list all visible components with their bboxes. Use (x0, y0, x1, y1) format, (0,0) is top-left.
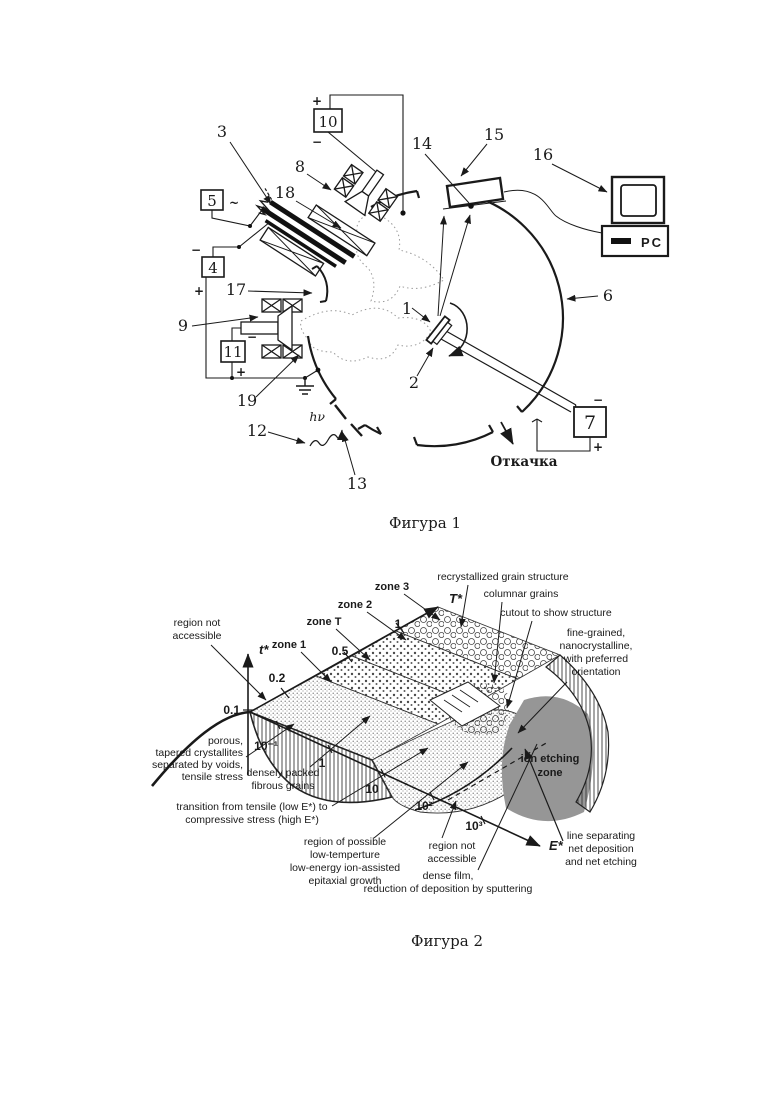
dense-film-2: reduction of deposition by sputtering (363, 883, 533, 895)
plasma-plume-evaporator (356, 212, 444, 302)
pump-label: Откачка (490, 454, 558, 470)
psu-11-label: 11 (223, 343, 243, 361)
pc-drive-slot (611, 238, 631, 244)
psu-11-plus: + (235, 365, 247, 379)
evaporator-assembly (312, 94, 406, 225)
psu-11-minus: − (246, 330, 258, 344)
callout-17: 17 (225, 280, 247, 299)
callout-18: 18 (274, 183, 296, 202)
laser-beam-squiggle (310, 430, 342, 446)
porous-4: tensile stress (181, 771, 243, 783)
holder-rod (441, 331, 576, 412)
E-axis-label: E* (549, 838, 563, 853)
ion-etching-2: zone (537, 767, 563, 779)
line-separating-2: net deposition (568, 843, 634, 855)
callout-12: 12 (246, 421, 268, 440)
E-tick-100: 10² (415, 799, 433, 813)
E-tick-1000: 10³ (465, 819, 483, 833)
callout-13: 13 (346, 474, 368, 493)
dense-film-1: dense film, (422, 870, 474, 882)
computer-pc (602, 177, 668, 256)
psu-7-plus: + (592, 440, 604, 454)
figure1-caption: Фигура 1 (389, 514, 461, 532)
T-tick-02: 0.2 (268, 671, 286, 685)
E-tick-1: 1 (318, 756, 326, 770)
zone-3-label: zone 3 (374, 581, 410, 593)
recrystallized-label: recrystallized grain structure (437, 571, 569, 583)
pc-label: PC (640, 235, 664, 250)
densely-packed-1: densely packed (246, 767, 320, 779)
beam-label: hν (309, 409, 325, 424)
figure1-callouts (178, 122, 613, 493)
callout-14: 14 (411, 134, 433, 153)
epitaxial-3: low-energy ion-assisted (289, 862, 401, 874)
bias-psu (532, 393, 606, 454)
sight-line-2 (440, 215, 470, 316)
figure2-caption: Фигура 2 (411, 932, 483, 950)
psu-7-minus: − (592, 393, 604, 407)
cutout-label: cutout to show structure (500, 607, 612, 619)
zone-1-label: zone 1 (271, 639, 307, 651)
callout-1: 1 (401, 299, 413, 318)
psu-4-plus: + (193, 284, 205, 298)
transition-2: compressive stress (high E*) (185, 814, 319, 826)
epitaxial-1: region of possible (303, 836, 387, 848)
porous-2: tapered crystallites (155, 747, 243, 759)
pump-port (491, 422, 558, 470)
psu-5-label: 5 (207, 192, 217, 210)
psu-10-label: 10 (318, 113, 338, 131)
T-tick-1: 1 (394, 617, 402, 631)
psu-7-label: 7 (583, 412, 597, 434)
pc-screen (621, 185, 656, 216)
zone-T-label: zone T (306, 616, 342, 628)
psu-10-minus: − (311, 135, 323, 149)
callout-3: 3 (216, 122, 228, 141)
callout-9: 9 (177, 316, 189, 335)
callout-2: 2 (408, 373, 420, 392)
fine-grained-4: orientation (571, 666, 621, 678)
zone-2-label: zone 2 (337, 599, 373, 611)
callout-15: 15 (483, 125, 505, 144)
E-tick-01: 10⁻¹ (254, 739, 278, 753)
t-tick-01: 0.1 (223, 703, 240, 717)
porous-1: porous, (207, 735, 243, 747)
T-tick-05: 0.5 (331, 644, 349, 658)
porous-3: separated by voids, (151, 759, 243, 771)
fine-grained-3: with preferred (563, 653, 629, 665)
fine-grained-2: nanocrystalline, (559, 640, 633, 652)
line-separating-1: line separating (566, 830, 636, 842)
substrate-holder-assembly (426, 215, 576, 412)
epitaxial-4: epitaxial growth (308, 875, 382, 887)
callout-6: 6 (602, 286, 614, 305)
ion-etching-1: ion etching (520, 753, 580, 765)
densely-packed-2: fibrous grains (251, 780, 315, 792)
sensor-cable (504, 190, 602, 233)
sensor-window-dot (468, 203, 474, 209)
t-axis-label: t* (259, 642, 269, 657)
region-na-bottom-1: region not (428, 840, 476, 852)
E-tick-10: 10 (365, 782, 379, 796)
region-na-top-1: region not (173, 617, 221, 629)
psu-4-label: 4 (208, 259, 218, 277)
fine-grained-1: fine-grained, (566, 627, 626, 639)
ion-source-assembly (221, 299, 320, 394)
callout-19: 19 (236, 391, 258, 410)
ac-sign: ~ (228, 196, 240, 210)
callout-8: 8 (294, 157, 306, 176)
region-na-top-2: accessible (172, 630, 222, 642)
psu-10-plus: + (311, 94, 323, 108)
laser-window (309, 405, 362, 446)
ground-symbol (296, 378, 314, 394)
psu-4-minus: − (190, 243, 202, 257)
epitaxial-2: low-temperture (309, 849, 381, 861)
columnar-label: columnar grains (483, 588, 559, 600)
line-separating-3: and net etching (565, 856, 637, 868)
region-na-bottom-2: accessible (427, 853, 477, 865)
figure-2-structure-zone-diagram (152, 571, 637, 950)
T-axis-label: T* (449, 591, 462, 606)
figure-1-apparatus-diagram (178, 94, 668, 532)
sight-line-1 (438, 216, 444, 316)
callout-16: 16 (532, 145, 554, 164)
transition-1: transition from tensile (low E*) to (176, 801, 328, 813)
